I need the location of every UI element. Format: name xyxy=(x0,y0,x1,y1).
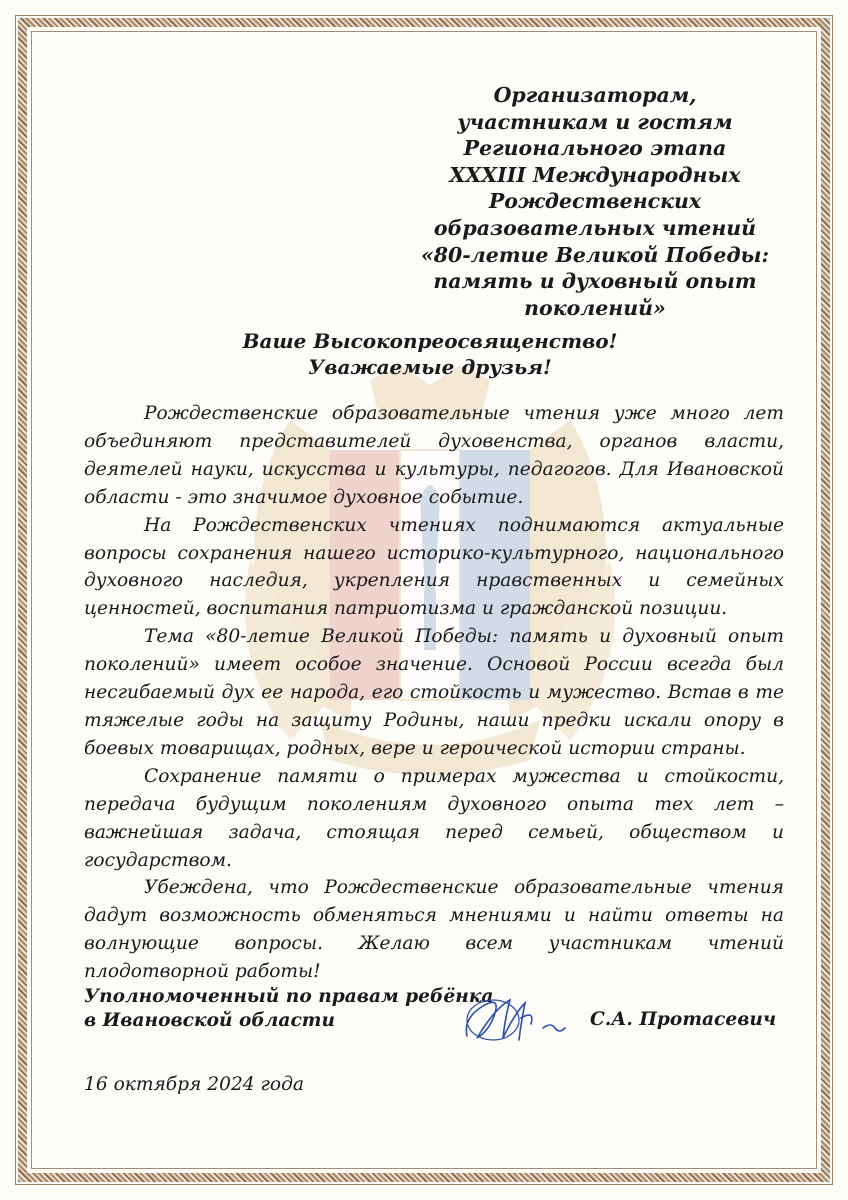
body-paragraph: Убеждена, что Рождественские образовательные чтения дадут возможность обменяться мнениями и найти ответы на волнующие вопросы. Желаю всем участникам чтений плодотворной работы! xyxy=(84,877,784,983)
addressee-block xyxy=(400,82,790,321)
addressee-line: Регионального этапа xyxy=(463,136,727,161)
greeting-line-2: Уважаемые друзья! xyxy=(308,355,552,379)
greeting-line-1: Ваше Высокопреосвященство! xyxy=(242,329,618,353)
letter-date: 16 октября 2024 года xyxy=(84,1074,304,1095)
signatory-title-line-2: в Ивановской области xyxy=(84,1010,335,1031)
body-paragraph: На Рождественских чтениях поднимаются актуальные вопросы сохранения нашего историко-культурного, национального духовного наследия, укрепления нравственных и семейных ценностей, воспитания патриотизма и гражданской позиции. xyxy=(84,514,784,620)
addressee-line: поколений» xyxy=(524,295,666,320)
signatory-title-line-1: Уполномоченный по правам ребёнка xyxy=(84,986,494,1007)
greeting xyxy=(80,328,780,380)
body-paragraph: Тема «80-летие Великой Победы: память и духовный опыт поколений» имеет особое значение. Основой России всегда был несгибаемый дух ее народа, его стойкость и мужество. Встав в те тяжелые годы на защиту Родины, наши предки искали опору в боевых товарищах, родных, вере и героической истории страны. xyxy=(84,626,784,759)
body-paragraph: Рождественские образовательные чтения уже много лет объединяют представителей духовенства, органов власти, деятелей науки, искусства и культуры, педагогов. Для Ивановской области - это значимое духовное событие. xyxy=(84,403,784,508)
letter-body xyxy=(84,400,784,986)
addressee-line: XXXIII Международных xyxy=(449,162,741,187)
addressee-line: Организаторам, xyxy=(493,83,697,107)
addressee-line: «80-летие Великой Победы: xyxy=(420,242,770,267)
body-paragraph: Сохранение памяти о примерах мужества и стойкости, передача будущим поколениям духовного опыта тех лет – важнейшая задача, стоящая перед семьей, обществом и государством. xyxy=(84,765,784,871)
addressee-line: образовательных чтений xyxy=(433,215,757,240)
signatory-name: С.А. Протасевич xyxy=(590,1009,777,1030)
addressee-line: память и духовный опыт xyxy=(433,269,757,294)
addressee-line: Рождественских xyxy=(488,189,702,214)
handwritten-signature-icon xyxy=(455,988,575,1048)
addressee-line: участникам и гостям xyxy=(457,109,733,134)
